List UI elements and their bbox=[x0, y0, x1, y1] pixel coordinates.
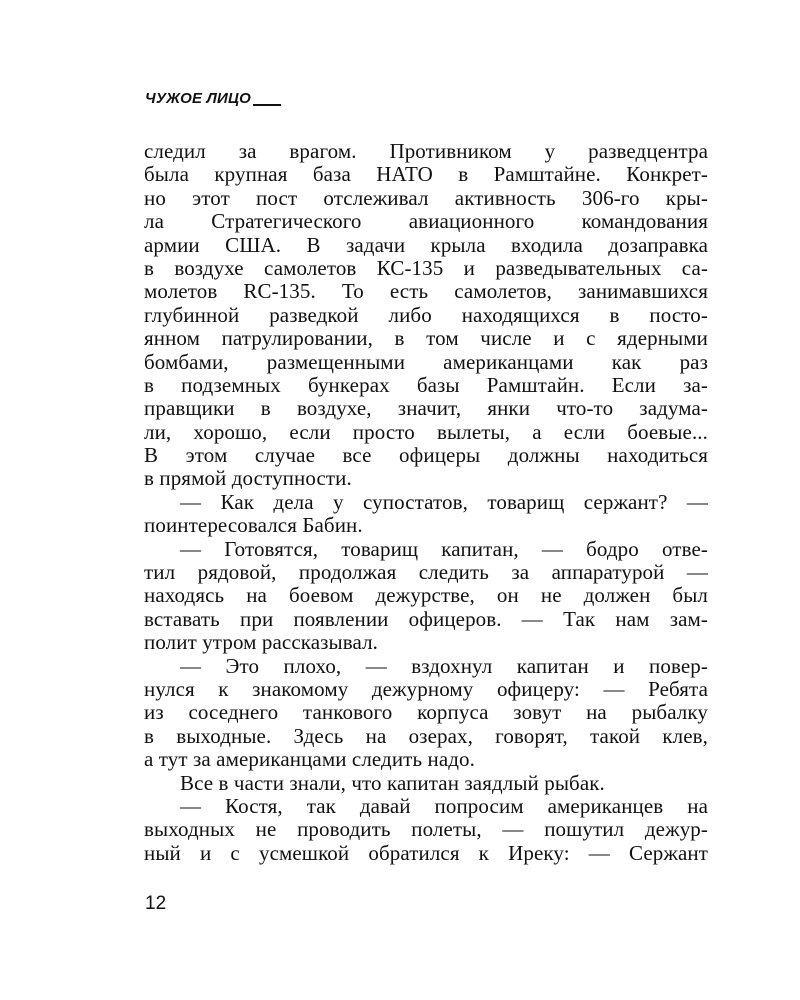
text-line: поинтересовался Бабин. bbox=[144, 513, 363, 538]
text-line: ный и с усмешкой обратился к Иреку: — Сержант bbox=[144, 840, 708, 865]
text-line: правщики в воздухе, значит, янки что-то задума- bbox=[144, 396, 708, 421]
text-line: в воздухе самолетов КС-135 и разведывательных са- bbox=[144, 255, 708, 280]
header-rule bbox=[253, 104, 281, 106]
text-line: бомбами, размещенными американцами как раз bbox=[144, 349, 708, 374]
body-text bbox=[144, 140, 708, 865]
text-line: ла Стратегического авиационного командования bbox=[144, 209, 708, 234]
running-header bbox=[145, 90, 281, 108]
text-line: была крупная база НАТО в Рамштайне. Конкрет- bbox=[144, 162, 708, 187]
text-line: молетов RC-135. То есть самолетов, занимавшихся bbox=[144, 279, 708, 304]
text-line: в прямой доступности. bbox=[144, 466, 352, 491]
text-line: но этот пост отслеживал активность 306-го кры- bbox=[144, 185, 708, 210]
text-line: — Как дела у супостатов, товарищ сержант? — bbox=[180, 489, 708, 514]
text-line: вставать при появлении офицеров. — Так нам зам- bbox=[144, 606, 708, 631]
running-title: ЧУЖОЕ ЛИЦО bbox=[145, 90, 252, 107]
text-line: нулся к знакомому дежурному офицеру: — Ребята bbox=[144, 676, 708, 701]
text-line: В этом случае все офицеры должны находиться bbox=[144, 443, 708, 468]
text-line: в подземных бункерах базы Рамштайн. Если за- bbox=[144, 372, 708, 397]
text-line: ли, хорошо, если просто вылеты, а если боевые... bbox=[144, 419, 708, 444]
text-line: выходных не проводить полеты, — пошутил дежур- bbox=[144, 817, 708, 842]
text-line: из соседнего танкового корпуса зовут на рыбалку bbox=[144, 700, 708, 725]
text-line: находясь на боевом дежурстве, он не должен был bbox=[144, 583, 708, 608]
text-line: тил рядовой, продолжая следить за аппаратурой — bbox=[144, 560, 708, 585]
text-line: глубинной разведкой либо находящихся в посто- bbox=[144, 302, 708, 327]
text-line: в выходные. Здесь на озерах, говорят, такой клев, bbox=[144, 723, 708, 748]
text-line: следил за врагом. Противником у разведцентра bbox=[144, 139, 708, 163]
text-line: — Готовятся, товарищ капитан, — бодро отве- bbox=[180, 536, 708, 561]
text-line: армии США. В задачи крыла входила дозаправка bbox=[144, 232, 708, 257]
page-number: 12 bbox=[145, 893, 167, 914]
text-line: — Это плохо, — вздохнул капитан и повер- bbox=[180, 653, 708, 678]
text-line: — Костя, так давай попросим американцев на bbox=[180, 793, 708, 818]
text-line: Все в части знали, что капитан заядлый рыбак. bbox=[180, 770, 605, 795]
text-line: янном патрулировании, в том числе и с ядерными bbox=[144, 326, 708, 351]
text-line: а тут за американцами следить надо. bbox=[144, 747, 475, 772]
text-line: полит утром рассказывал. bbox=[144, 630, 379, 655]
